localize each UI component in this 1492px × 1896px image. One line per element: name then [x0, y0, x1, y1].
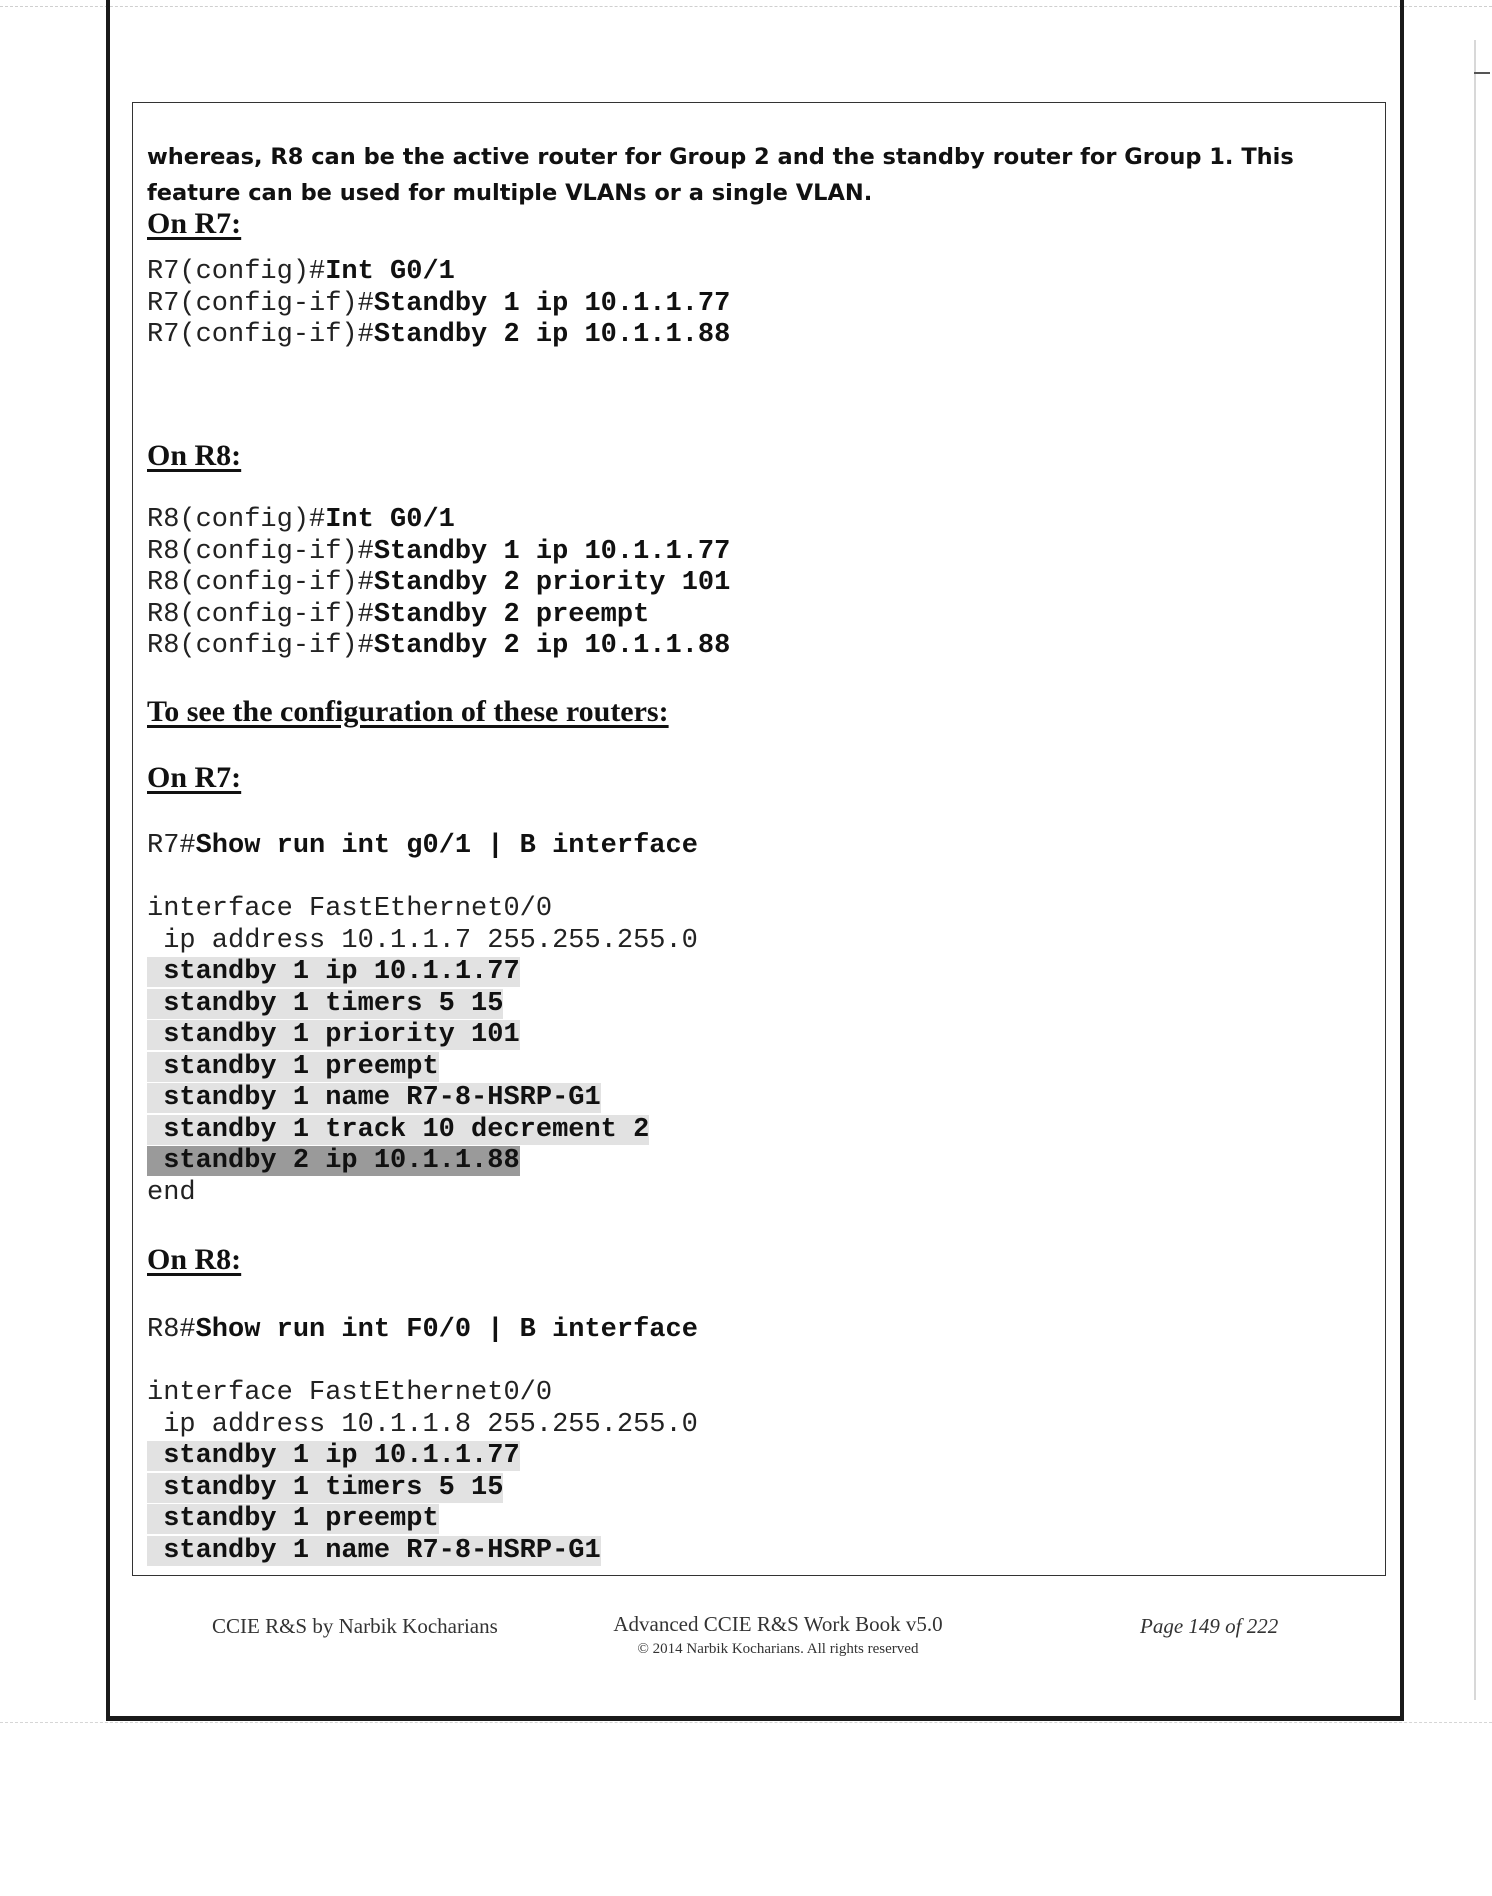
- footer-copyright: © 2014 Narbik Kocharians. All rights reserved: [637, 1641, 919, 1657]
- code-command: Standby 2 preempt: [373, 599, 650, 630]
- highlighted-output: standby 1 timers 5 15: [147, 988, 504, 1019]
- code-line: [147, 1052, 698, 1084]
- footer-page-number: Page 149 of 222: [1140, 1614, 1279, 1638]
- code-line: [147, 1146, 698, 1178]
- code-command: Show run int F0/0 | B interface: [195, 1315, 698, 1345]
- page-frame-bottom: [106, 1716, 1404, 1721]
- r7-config-block: [147, 257, 730, 352]
- code-prompt: R8(config-if)#: [147, 599, 374, 630]
- code-command: Int G0/1: [325, 505, 455, 535]
- code-line: [147, 289, 730, 321]
- code-output-line: ip address 10.1.1.7 255.255.255.0: [147, 925, 698, 956]
- blank-line: [147, 863, 698, 895]
- code-prompt: R7(config-if)#: [147, 320, 374, 350]
- code-command: Standby 2 priority 101: [373, 568, 731, 598]
- code-line: [147, 1504, 698, 1536]
- code-line: [147, 505, 730, 537]
- highlighted-output: standby 1 preempt: [147, 1504, 439, 1534]
- code-prompt: R8(config)#: [147, 505, 326, 535]
- scan-edge-right: [1474, 40, 1476, 1700]
- r8-config-block: [147, 505, 730, 663]
- code-output-line: ip address 10.1.1.8 255.255.255.0: [147, 1409, 698, 1440]
- code-line: [147, 957, 698, 989]
- highlighted-output: standby 1 ip 10.1.1.77: [147, 957, 520, 987]
- intro-paragraph: whereas, R8 can be the active router for Group 2 and the standby router for Group 1. This feature can be used for multiple VLANs or a single VLAN.: [147, 144, 1294, 206]
- r7-config-heading: On R7:: [147, 207, 242, 240]
- code-prompt: R7(config)#: [147, 257, 326, 287]
- footer-book-title: Advanced CCIE R&S Work Book v5.0: [613, 1612, 943, 1636]
- code-line: [147, 989, 698, 1021]
- code-command: Standby 1 ip 10.1.1.77: [373, 288, 731, 319]
- code-command: Standby 2 ip 10.1.1.88: [373, 320, 731, 350]
- code-line: [147, 1083, 698, 1115]
- highlighted-output: standby 1 ip 10.1.1.77: [147, 1441, 520, 1471]
- code-line: [147, 568, 730, 600]
- code-line: [147, 1115, 698, 1147]
- code-line: [147, 1441, 698, 1473]
- scan-mark: [1474, 72, 1490, 74]
- highlighted-output: standby 1 timers 5 15: [147, 1472, 504, 1503]
- code-command: Standby 1 ip 10.1.1.77: [373, 536, 731, 567]
- code-output-line: end: [147, 1177, 196, 1208]
- code-command: Standby 2 ip 10.1.1.88: [373, 631, 731, 661]
- code-line: [147, 537, 730, 569]
- scan-edge-bottom: [0, 1722, 1492, 1723]
- code-line: [147, 320, 730, 352]
- r8-show-heading: On R8:: [147, 1243, 242, 1276]
- r7-show-block: [147, 831, 698, 1209]
- highlighted-output: standby 1 name R7-8-HSRP-G1: [147, 1535, 601, 1566]
- code-line: [147, 1473, 698, 1505]
- code-prompt: R7(config-if)#: [147, 288, 374, 319]
- code-prompt: R8(config-if)#: [147, 568, 374, 598]
- r8-show-block: [147, 1315, 698, 1567]
- page-frame-right: [1400, 0, 1404, 1720]
- code-prompt: R8(config-if)#: [147, 536, 374, 567]
- code-output-line: interface FastEthernet0/0: [147, 894, 553, 924]
- highlighted-output-dark: standby 2 ip 10.1.1.88: [147, 1146, 520, 1176]
- code-line: [147, 1315, 698, 1347]
- r8-config-heading: On R8:: [147, 439, 242, 472]
- page-frame-left: [106, 0, 110, 1720]
- verify-heading: To see the configuration of these routers:: [147, 695, 669, 728]
- code-line: [147, 1536, 698, 1568]
- code-prompt: R7#: [147, 831, 196, 861]
- blank-line: [147, 1347, 698, 1379]
- content-box: [132, 102, 1386, 1576]
- highlighted-output: standby 1 preempt: [147, 1051, 439, 1082]
- highlighted-output: standby 1 name R7-8-HSRP-G1: [147, 1083, 601, 1113]
- code-line: [147, 631, 730, 663]
- code-command: Show run int g0/1 | B interface: [195, 831, 698, 861]
- code-command: Int G0/1: [325, 257, 455, 287]
- code-line: [147, 831, 698, 863]
- highlighted-output: standby 1 priority 101: [147, 1020, 520, 1050]
- code-line: [147, 257, 730, 289]
- code-line: [147, 600, 730, 632]
- code-prompt: R8(config-if)#: [147, 631, 374, 661]
- highlighted-output: standby 1 track 10 decrement 2: [147, 1114, 650, 1145]
- r7-show-heading: On R7:: [147, 761, 242, 794]
- code-line: [147, 1020, 698, 1052]
- scan-edge-top: [0, 6, 1492, 7]
- footer-author: CCIE R&S by Narbik Kocharians: [212, 1614, 498, 1638]
- footer-book: [598, 1612, 958, 1658]
- code-prompt: R8#: [147, 1315, 196, 1345]
- code-output-line: interface FastEthernet0/0: [147, 1378, 553, 1408]
